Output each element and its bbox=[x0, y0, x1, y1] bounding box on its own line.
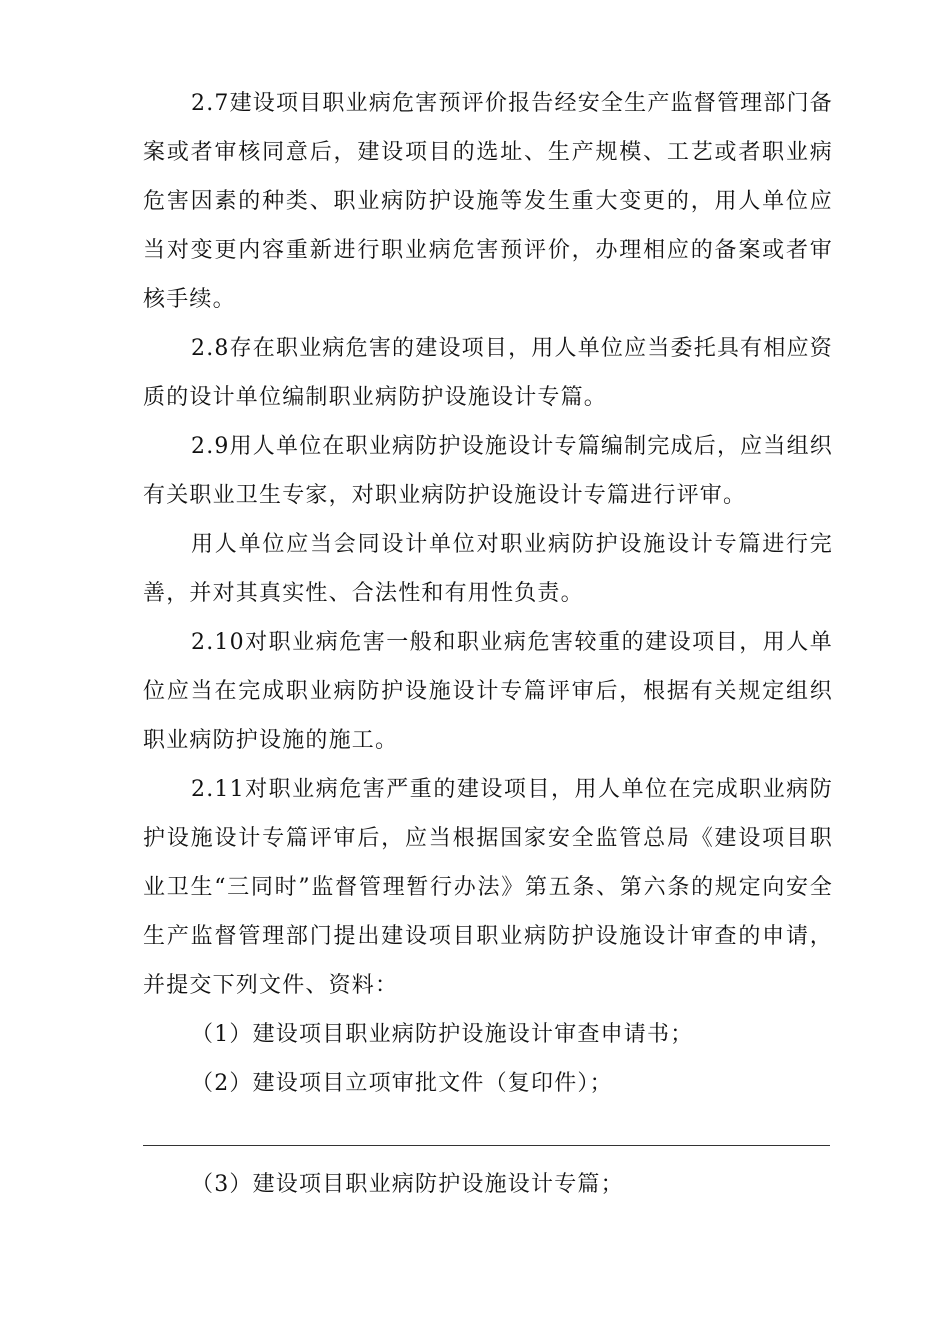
paragraph-2-10: 2.10对职业病危害一般和职业病危害较重的建设项目，用人单位应当在完成职业病防护设施设计专篇评审后，根据有关规定组织职业病防护设施的施工。 bbox=[143, 630, 833, 753]
page-break-rule bbox=[143, 1145, 830, 1146]
list-item-1: （1）建设项目职业病防护设施设计审查申请书； bbox=[191, 1022, 694, 1047]
next-page-content bbox=[143, 1160, 833, 1209]
paragraph-2-9-continued: 用人单位应当会同设计单位对职业病防护设施设计专篇进行完善，并对其真实性、合法性和有用性负责。 bbox=[143, 532, 833, 606]
paragraph-2-9: 2.9用人单位在职业病防护设施设计专篇编制完成后，应当组织有关职业卫生专家，对职业病防护设施设计专篇进行评审。 bbox=[143, 434, 833, 508]
document-body bbox=[143, 79, 833, 1108]
paragraph-2-7: 2.7建设项目职业病危害预评价报告经安全生产监督管理部门备案或者审核同意后，建设项目的选址、生产规模、工艺或者职业病危害因素的种类、职业病防护设施等发生重大变更的，用人单位应当对变更内容重新进行职业病危害预评价，办理相应的备案或者审核手续。 bbox=[143, 91, 833, 312]
paragraph-2-11: 2.11对职业病危害严重的建设项目，用人单位在完成职业病防护设施设计专篇评审后，应当根据国家安全监管总局《建设项目职业卫生“三同时”监督管理暂行办法》第五条、第六条的规定向安全生产监督管理部门提出建设项目职业病防护设施设计审查的申请，并提交下列文件、资料： bbox=[143, 777, 833, 998]
paragraph-2-8: 2.8存在职业病危害的建设项目，用人单位应当委托具有相应资质的设计单位编制职业病防护设施设计专篇。 bbox=[143, 336, 833, 410]
list-item-3: （3）建设项目职业病防护设施设计专篇； bbox=[191, 1172, 624, 1197]
list-item-2: （2）建设项目立项审批文件（复印件）； bbox=[191, 1071, 613, 1096]
